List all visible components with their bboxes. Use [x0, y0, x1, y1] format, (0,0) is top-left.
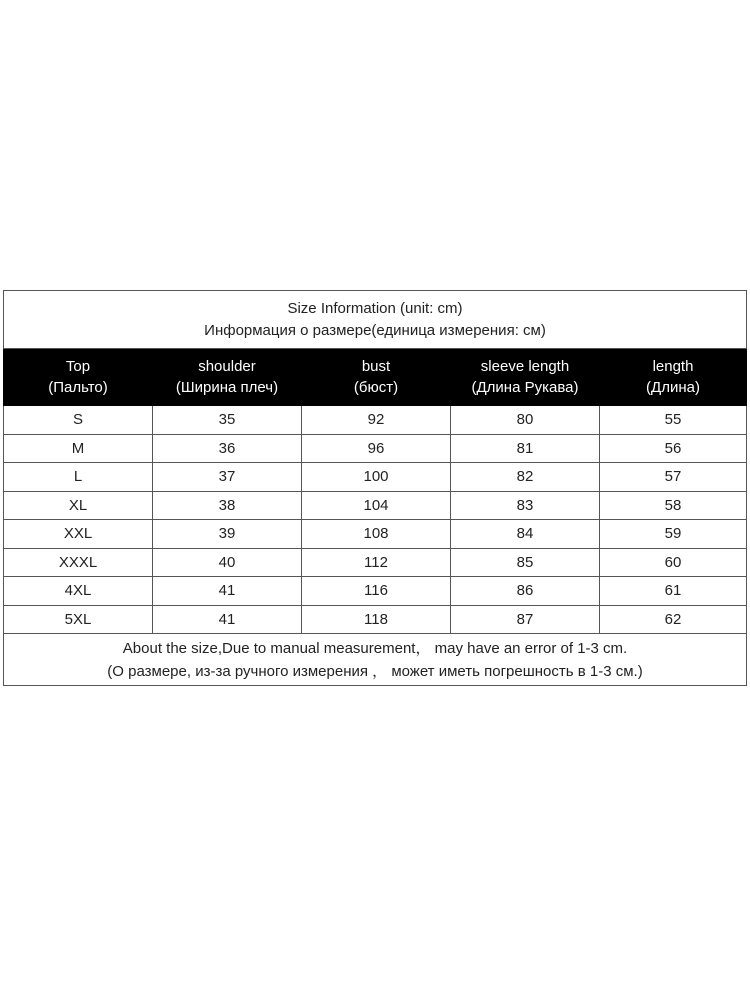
column-header [600, 349, 747, 406]
title-english: Size Information (unit: cm) [287, 299, 463, 317]
measurement-cell: 55 [600, 406, 747, 435]
measurement-cell: 36 [153, 434, 302, 463]
measurement-cell: 58 [600, 491, 747, 520]
column-header-en: length [652, 358, 694, 375]
measurement-cell: 35 [153, 406, 302, 435]
measurement-cell: 118 [302, 605, 451, 634]
column-header-ru: (Длина Рукава) [471, 379, 579, 396]
header-row [4, 349, 747, 406]
column-header-ru: (Длина) [646, 379, 700, 396]
size-label: M [4, 434, 153, 463]
measurement-cell: 61 [600, 577, 747, 606]
table-row [4, 548, 747, 577]
measurement-cell: 86 [451, 577, 600, 606]
measurement-cell: 92 [302, 406, 451, 435]
measurement-cell: 104 [302, 491, 451, 520]
measurement-cell: 80 [451, 406, 600, 435]
measurement-cell: 62 [600, 605, 747, 634]
measurement-cell: 82 [451, 463, 600, 492]
measurement-cell: 116 [302, 577, 451, 606]
note-russian: (О размере, из-за ручного измерения ， может иметь погрешность в 1-3 см.) [107, 662, 643, 680]
note-english: About the size,Due to manual measurement， may have an error of 1-3 cm. [122, 639, 628, 657]
size-label: S [4, 406, 153, 435]
measurement-cell: 38 [153, 491, 302, 520]
measurement-cell: 85 [451, 548, 600, 577]
size-chart-table [3, 290, 747, 686]
table-row [4, 434, 747, 463]
table-row [4, 491, 747, 520]
measurement-cell: 41 [153, 605, 302, 634]
column-header-ru: (Ширина плеч) [175, 379, 279, 396]
column-header-ru: (бюст) [353, 379, 399, 396]
title-russian: Информация о размере(единица измерения: см) [204, 321, 546, 339]
measurement-cell: 39 [153, 520, 302, 549]
measurement-cell: 84 [451, 520, 600, 549]
measurement-cell: 40 [153, 548, 302, 577]
table-row [4, 577, 747, 606]
column-header-ru: (Пальто) [48, 379, 108, 396]
measurement-cell: 87 [451, 605, 600, 634]
measurement-cell: 112 [302, 548, 451, 577]
column-header [451, 349, 600, 406]
table-row [4, 605, 747, 634]
size-label: XXL [4, 520, 153, 549]
table-row [4, 520, 747, 549]
measurement-cell: 56 [600, 434, 747, 463]
measurement-cell: 100 [302, 463, 451, 492]
size-label: XL [4, 491, 153, 520]
column-header-en: sleeve length [480, 358, 570, 375]
measurement-cell: 37 [153, 463, 302, 492]
measurement-cell: 57 [600, 463, 747, 492]
column-header-en: Top [65, 358, 91, 375]
column-header [153, 349, 302, 406]
measurement-cell: 83 [451, 491, 600, 520]
measurement-cell: 60 [600, 548, 747, 577]
table-title [4, 291, 747, 349]
table-row [4, 463, 747, 492]
column-header [4, 349, 153, 406]
size-label: L [4, 463, 153, 492]
size-label: 5XL [4, 605, 153, 634]
measurement-cell: 59 [600, 520, 747, 549]
measurement-note [4, 634, 747, 686]
size-label: XXXL [4, 548, 153, 577]
measurement-cell: 81 [451, 434, 600, 463]
measurement-cell: 96 [302, 434, 451, 463]
size-label: 4XL [4, 577, 153, 606]
column-header [302, 349, 451, 406]
column-header-en: shoulder [198, 358, 256, 375]
measurement-cell: 41 [153, 577, 302, 606]
measurement-cell: 108 [302, 520, 451, 549]
table-row [4, 406, 747, 435]
column-header-en: bust [361, 358, 391, 375]
